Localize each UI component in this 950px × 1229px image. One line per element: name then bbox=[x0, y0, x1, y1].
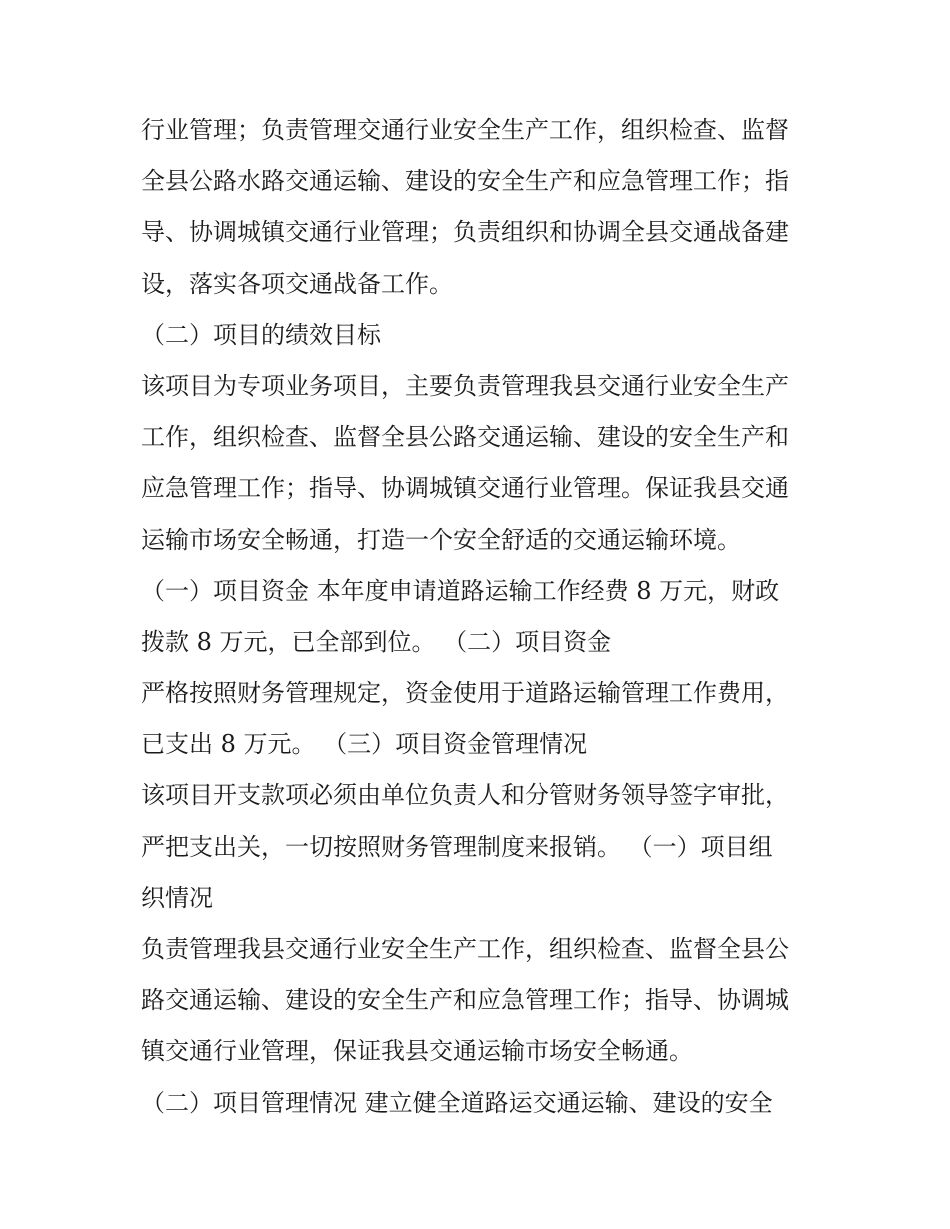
text-line: 全县公路水路交通运输、建设的安全生产和应急管理工作；指 bbox=[141, 167, 789, 196]
text-line: 拨款 8 万元，已全部到位。 （二）项目资金 bbox=[141, 627, 612, 656]
section-heading: （二）项目的绩效目标 bbox=[141, 320, 381, 349]
text-line: 该项目为专项业务项目，主要负责管理我县交通行业安全生产 bbox=[141, 371, 789, 400]
text-line: 导、协调城镇交通行业管理；负责组织和协调全县交通战备建 bbox=[141, 218, 789, 247]
text-line: 工作，组织检查、监督全县公路交通运输、建设的安全生产和 bbox=[141, 423, 789, 452]
text-line: 路交通运输、建设的安全生产和应急管理工作；指导、协调城 bbox=[141, 986, 789, 1015]
text-line: 应急管理工作；指导、协调城镇交通行业管理。保证我县交通 bbox=[141, 474, 789, 503]
text-line: 设，落实各项交通战备工作。 bbox=[141, 269, 453, 298]
text-line: 已支出 8 万元。 （三）项目资金管理情况 bbox=[141, 730, 588, 759]
text-line: 该项目开支款项必须由单位负责人和分管财务领导签字审批， bbox=[141, 781, 789, 810]
text-line: （二）项目管理情况 建立健全道路运交通运输、建设的安全 bbox=[141, 1088, 773, 1117]
text-line: 运输市场安全畅通，打造一个安全舒适的交通运输环境。 bbox=[141, 525, 741, 554]
text-line: 严格按照财务管理规定，资金使用于道路运输管理工作费用， bbox=[141, 679, 789, 708]
text-line: 镇交通行业管理，保证我县交通运输市场安全畅通。 bbox=[141, 1037, 693, 1066]
text-line: 行业管理；负责管理交通行业安全生产工作，组织检查、监督 bbox=[141, 116, 789, 144]
body-text bbox=[141, 105, 821, 1129]
text-line: 织情况 bbox=[141, 883, 213, 912]
text-line: 负责管理我县交通行业安全生产工作，组织检查、监督全县公 bbox=[141, 935, 789, 963]
text-line: （一）项目资金 本年度申请道路运输工作经费 8 万元，财政 bbox=[141, 576, 780, 605]
text-line: 严把支出关，一切按照财务管理制度来报销。 （一）项目组 bbox=[141, 832, 773, 861]
